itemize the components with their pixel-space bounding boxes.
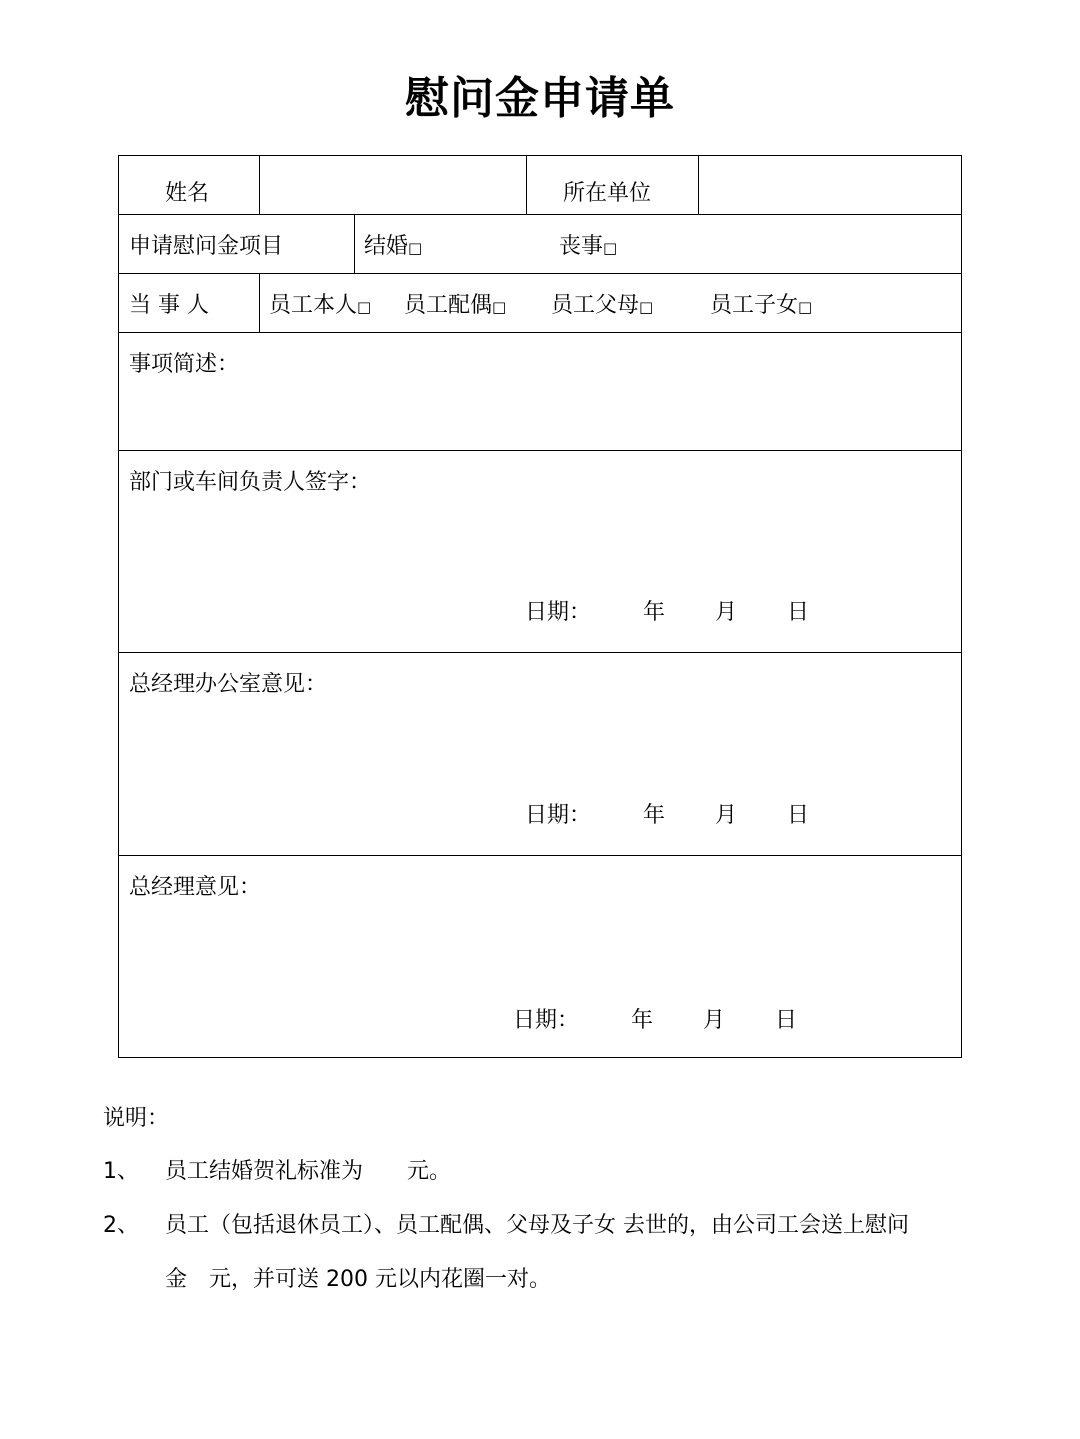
checkbox-parents[interactable]: □ <box>639 298 654 316</box>
month-label: 月 <box>715 803 738 828</box>
year-label: 年 <box>643 600 666 625</box>
gm-opinion-label: 总经理意见： <box>129 875 262 900</box>
month-label: 月 <box>715 600 738 625</box>
note-text-continued: 金 元，并可送 200 元以内花圈一对。 <box>165 1267 551 1292</box>
checkbox-marriage[interactable]: □ <box>408 239 423 257</box>
month-label: 月 <box>703 1008 726 1033</box>
note-number: 1、 <box>103 1159 139 1184</box>
name-label: 姓名 <box>165 181 210 206</box>
note-text: 员工结婚贺礼标准为 元。 <box>165 1159 452 1184</box>
date-label: 日期： <box>513 1008 580 1033</box>
day-label: 日 <box>787 803 810 828</box>
option-children[interactable]: 员工子女□ <box>710 293 813 318</box>
item-label: 申请慰问金项目 <box>129 234 284 259</box>
party-label-cell <box>119 274 260 332</box>
row-name-unit <box>119 156 961 215</box>
row-gm-opinion[interactable] <box>119 856 961 1057</box>
day-label: 日 <box>787 600 810 625</box>
checkbox-spouse[interactable]: □ <box>492 298 507 316</box>
option-marriage[interactable]: 结婚□ <box>364 234 423 259</box>
name-field[interactable] <box>260 156 527 214</box>
page-title: 慰问金申请单 <box>405 73 675 124</box>
row-item <box>119 215 961 274</box>
option-parents[interactable]: 员工父母□ <box>551 293 654 318</box>
unit-label-cell <box>527 156 699 214</box>
office-opinion-label: 总经理办公室意见： <box>129 672 328 697</box>
row-office-opinion[interactable] <box>119 653 961 856</box>
party-label: 当 事 人 <box>129 293 209 318</box>
option-self[interactable]: 员工本人□ <box>269 293 372 318</box>
note-number: 2、 <box>103 1213 139 1238</box>
name-label-cell <box>119 156 260 214</box>
checkbox-funeral[interactable]: □ <box>603 239 618 257</box>
dept-sign-label: 部门或车间负责人签字： <box>129 470 372 495</box>
unit-field[interactable] <box>699 156 961 214</box>
checkbox-children[interactable]: □ <box>798 298 813 316</box>
checkbox-self[interactable]: □ <box>357 298 372 316</box>
option-funeral[interactable]: 丧事□ <box>559 234 618 259</box>
day-label: 日 <box>775 1008 798 1033</box>
row-dept-sign[interactable] <box>119 451 961 653</box>
row-description[interactable] <box>119 333 961 451</box>
application-form <box>118 155 962 1058</box>
unit-label: 所在单位 <box>563 181 652 206</box>
row-party <box>119 274 961 333</box>
year-label: 年 <box>643 803 666 828</box>
note-text: 员工（包括退休员工）、员工配偶、父母及子女 去世的，由公司工会送上慰问 <box>165 1213 909 1238</box>
date-label: 日期： <box>525 600 592 625</box>
date-label: 日期： <box>525 803 592 828</box>
item-label-cell <box>119 215 355 273</box>
option-spouse[interactable]: 员工配偶□ <box>404 293 507 318</box>
description-label: 事项简述： <box>129 352 240 377</box>
year-label: 年 <box>631 1008 654 1033</box>
notes-heading: 说明： <box>103 1106 170 1131</box>
